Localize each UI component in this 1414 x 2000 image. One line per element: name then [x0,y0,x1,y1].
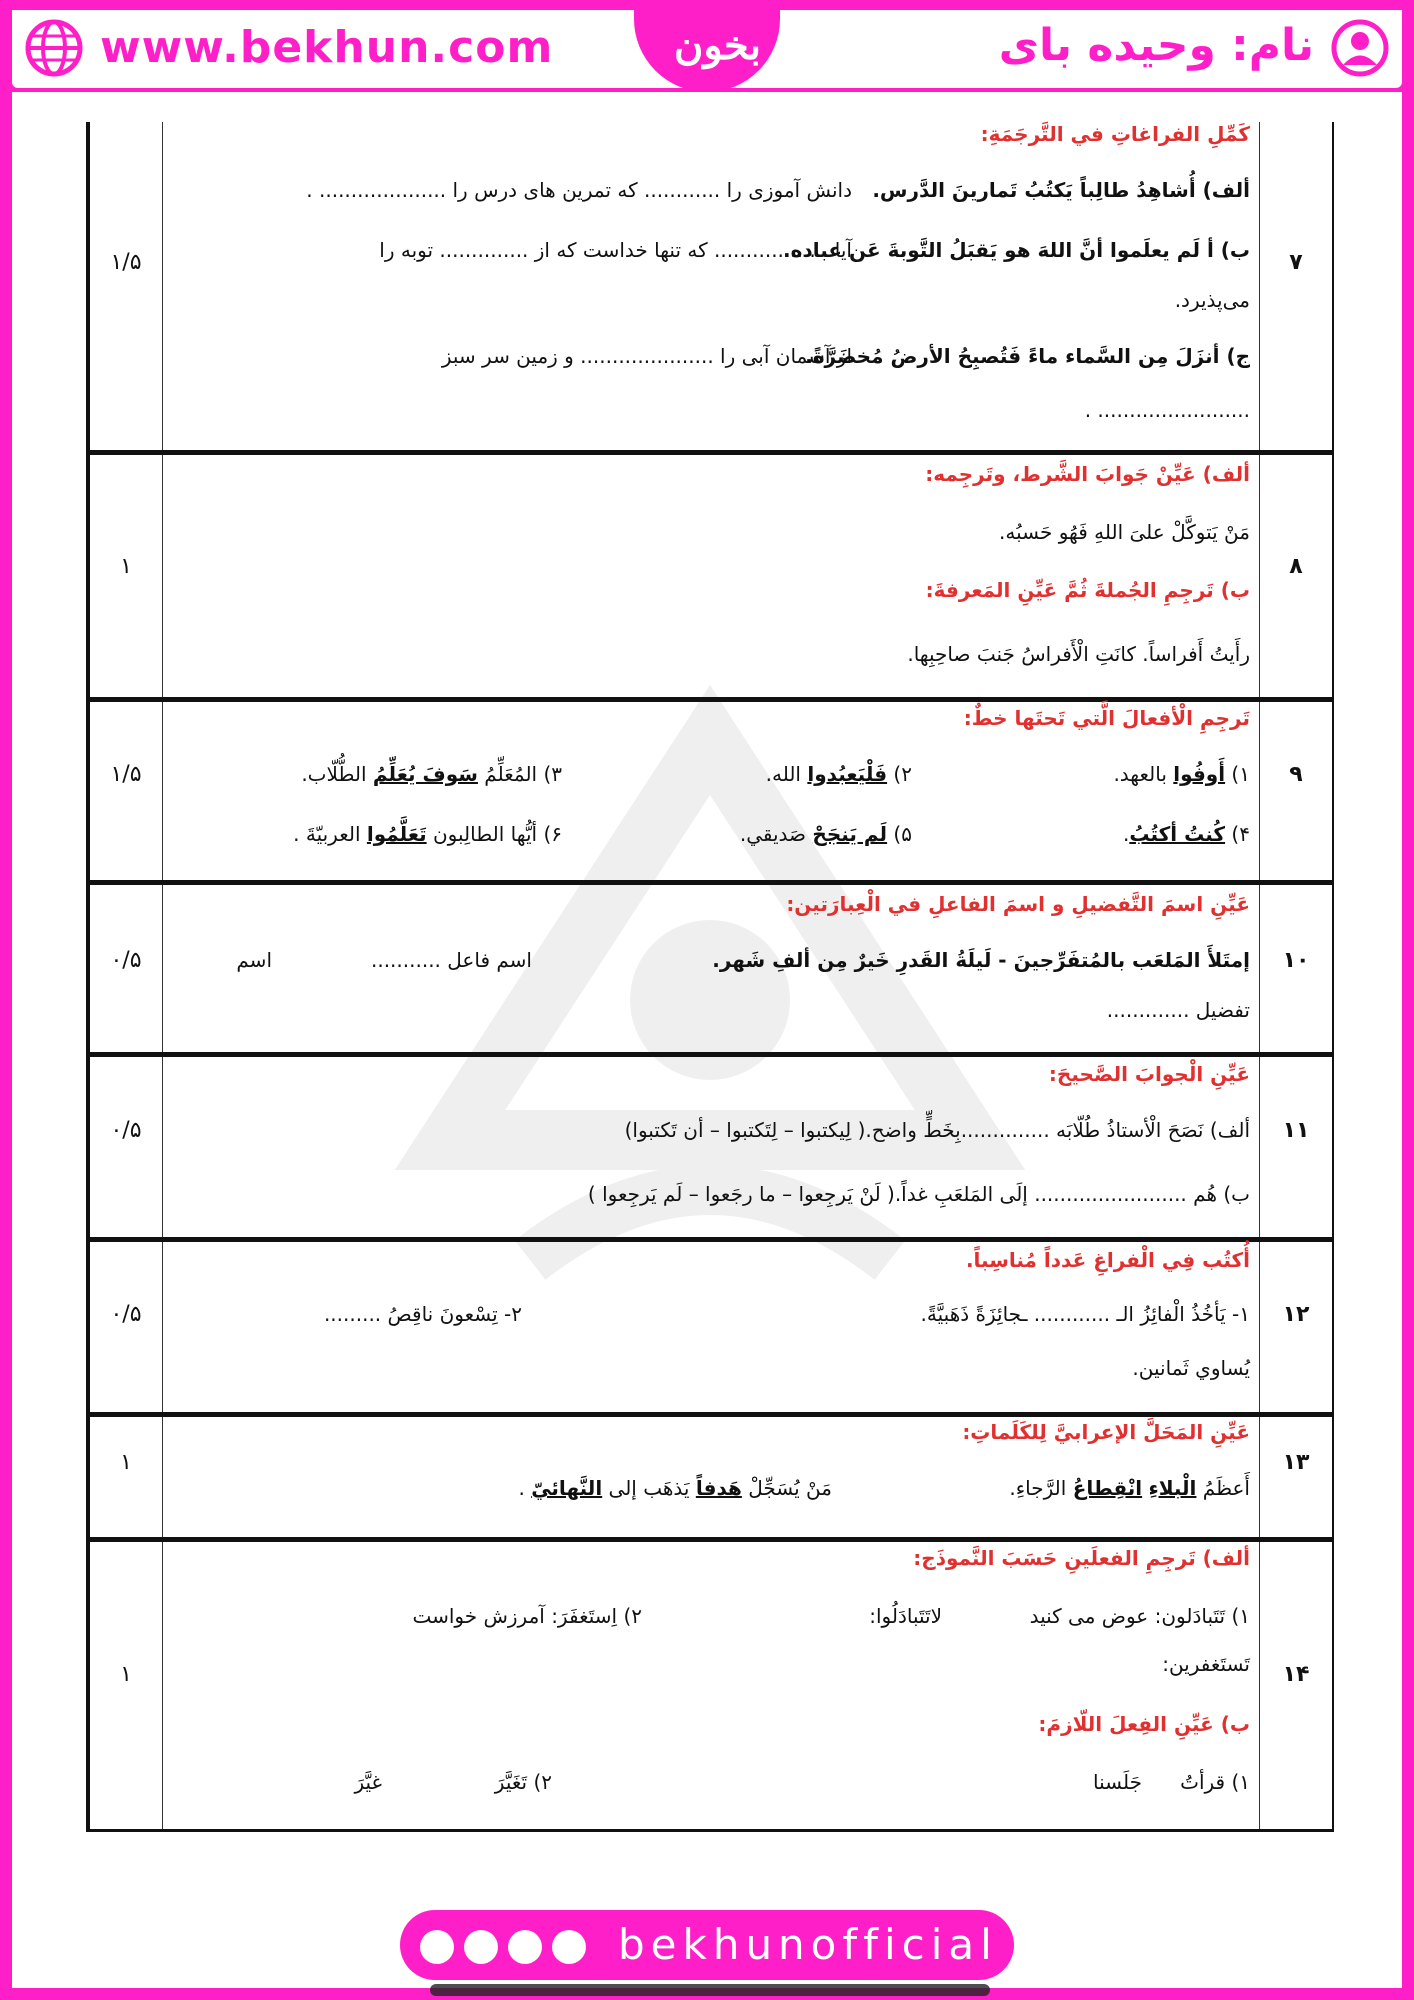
row-divider [90,880,1332,885]
verb-item: ۱) أَوفُوا بالعهد. [1113,762,1250,786]
arabic-sentence: ج) أنزَلَ مِن السَّماء ماءً فَتُصبِحُ الأرضُ مُخضَرَّةً. [805,344,1250,368]
question-instruction: عَيِّنِ اسمَ التَّفضيلِ و اسمَ الفاعلِ في الْعِبارَتين: [786,892,1250,916]
row-divider [90,450,1332,455]
question-number: ۸ [1289,554,1303,579]
verb-item: ۶) أيُّها الطالِبون تَعَلَّمُوا العربيّةَ . [293,822,562,846]
question-score: ۰/۵ [110,948,142,973]
question-number: ۱۲ [1282,1302,1310,1327]
verb-item: ۳) المُعَلِّمُ سَوفَ يُعَلِّمُ الطُّلّاب. [301,762,562,786]
translation-item: تَستَغفرين: [1162,1652,1250,1676]
choice-sentence: ب) هُم ........................ إلَى المَلعَبِ غداً.( لَنْ يَرجِعوا – ما رجَعوا – لَم يَرجِعوا ) [587,1182,1250,1206]
persian-translation: آیا .................. که تنها خداست که از .............. توبه را [379,238,852,262]
user-name-label: نام: وحیده بای [998,20,1314,71]
persian-translation: می‌پذیرد. [1174,288,1250,312]
brand-logo: بخون [674,22,761,69]
question-score: ۱ [120,1662,132,1687]
globe-icon [24,18,84,78]
arabic-sentence: مَنْ يَتوكَّلْ علىَ اللهِ فَهُو حَسبُه. [999,520,1250,544]
choice-sentence: ألف) نَصَحَ الْأستاذُ طُلّابَه ..............بِخَطٍّ واضح.( لِيكتبوا – لِتَكتبوا – أن تَكتبوا) [624,1118,1250,1142]
arabic-sentence: أَعظَمُ الْبلاءِ انْقِطاعُ الرَّجاءِ. [1009,1476,1250,1500]
answer-blank: اسم [236,948,272,972]
verb-choice: غيَّرَ [354,1770,382,1794]
arabic-sentence: رأَيتُ أَفراساً. كانَتِ الْأَفراسُ جَنبَ صاحِبِها. [907,642,1250,666]
persian-translation: دانش آموزی را ............ که تمرین های درس را .................... . [306,178,852,202]
user-icon [1330,18,1390,78]
question-score: ۱ [120,554,132,579]
verb-choice: ۲) تَغَيَّرَ [494,1770,552,1794]
question-score: ۱/۵ [110,762,142,787]
question-number: ۱۴ [1282,1662,1310,1687]
question-instruction: عَيِّنِ المَحَلَّ الإعرابيَّ لِلكَلَماتِ: [962,1420,1250,1444]
question-score: ۰/۵ [110,1118,142,1143]
answer-blank: ........................ . [1084,398,1250,422]
verb-item: ۵) لَم يَنجَحْ صَديقي. [739,822,912,846]
exam-table [86,122,1334,1832]
score-column-divider [162,122,163,1829]
question-score: ۰/۵ [110,1302,142,1327]
number-column-divider [1259,122,1260,1829]
persian-translation: از آسمان آبی را ..................... و زمین سر سبز [441,344,852,368]
row-divider [90,1537,1332,1542]
arabic-sentence: إمتَلأَ المَلعَب بالمُتفَرِّجينَ - لَيلَةُ القَدرِ خَيرٌ مِن ألفِ شَهر. [712,948,1250,972]
verb-item: ۴) كُنتُ أكتُبُ. [1122,822,1250,846]
answer-blank: اسم فاعل ........... [370,948,532,972]
arabic-sentence: يُساوي ثَمانين. [1132,1356,1250,1380]
telegram-icon[interactable] [508,1930,542,1964]
question-number: ۷ [1289,250,1303,275]
question-number: ۱۳ [1282,1450,1310,1475]
question-instruction: ب) عَيِّنِ الفِعلَ اللّازمَ: [1038,1712,1250,1736]
row-divider [90,1237,1332,1242]
verb-item: ۲) فَلْيَعبُدوا الله. [765,762,912,786]
arabic-sentence: ۲- تِسْعونَ ناقِصُ ......... [323,1302,522,1326]
question-score: ۱/۵ [110,250,142,275]
row-divider [90,1412,1332,1417]
translation-example: ۲) اِستَغفَرَ: آمرزش خواست [412,1604,642,1628]
question-number: ۱۱ [1282,1118,1310,1143]
social-handle[interactable]: bekhunofficial [618,1920,998,1969]
verb-choice: جَلَسنا [1093,1770,1142,1794]
question-instruction: ب) تَرجِمِ الجُملةَ ثُمَّ عَيِّنِ المَعرفةَ: [925,578,1250,602]
question-score: ۱ [120,1450,132,1475]
question-instruction: ألف) عَيِّنْ جَوابَ الشَّرط، وتَرجِمه: [925,462,1250,486]
arabic-sentence: مَنْ يُسَجِّلْ هَدفاً يَذهَب إلى النَّهائيّ . [518,1476,832,1500]
question-number: ۹ [1289,762,1303,787]
translation-item: لاتَتَبادَلُوا: [869,1604,942,1628]
site-url[interactable]: www.bekhun.com [100,22,554,73]
arabic-sentence: ۱- يَأخُذُ الْفائِزُ الـ ............ ـجائِزَةً ذَهَبيَّةً. [920,1302,1250,1326]
question-instruction: أُكتُب فِي الْفراغِ عَدداً مُناسِباً. [965,1248,1250,1272]
arabic-sentence: ألف) أُشاهِدُ طالِباً يَكتُبُ تَمارينَ الدَّرس. [872,178,1250,202]
arabic-sentence: ب) أ لَم يعلَموا أنَّ اللهَ هو يَقبَلُ التَّوبةَ عَن عباده. [783,238,1250,262]
row-divider [90,1052,1332,1057]
question-instruction: كَمِّلِ الفراغاتِ في التَّرجَمَةِ: [980,122,1250,146]
footer-shadow [430,1984,990,1996]
instagram-icon[interactable] [552,1930,586,1964]
question-instruction: تَرجِمِ الْأفعالَ الَّتي تَحتَها خطٌ: [963,706,1250,730]
answer-blank: تفضيل ............. [1106,998,1250,1022]
question-instruction: عَيِّنِ الْجوابَ الصَّحيحَ: [1048,1062,1250,1086]
verb-choice: ۱) قرأتُ [1180,1770,1250,1794]
question-instruction: ألف) تَرجِمِ الفعلَينِ حَسَبَ النَّموذَج: [913,1546,1250,1570]
question-number: ۱۰ [1282,948,1310,973]
youtube-icon[interactable] [464,1930,498,1964]
translation-example: ۱) تَتَبادَلون: عوض می کنید [1029,1604,1250,1628]
row-divider [90,697,1332,702]
aparat-icon[interactable] [420,1930,454,1964]
